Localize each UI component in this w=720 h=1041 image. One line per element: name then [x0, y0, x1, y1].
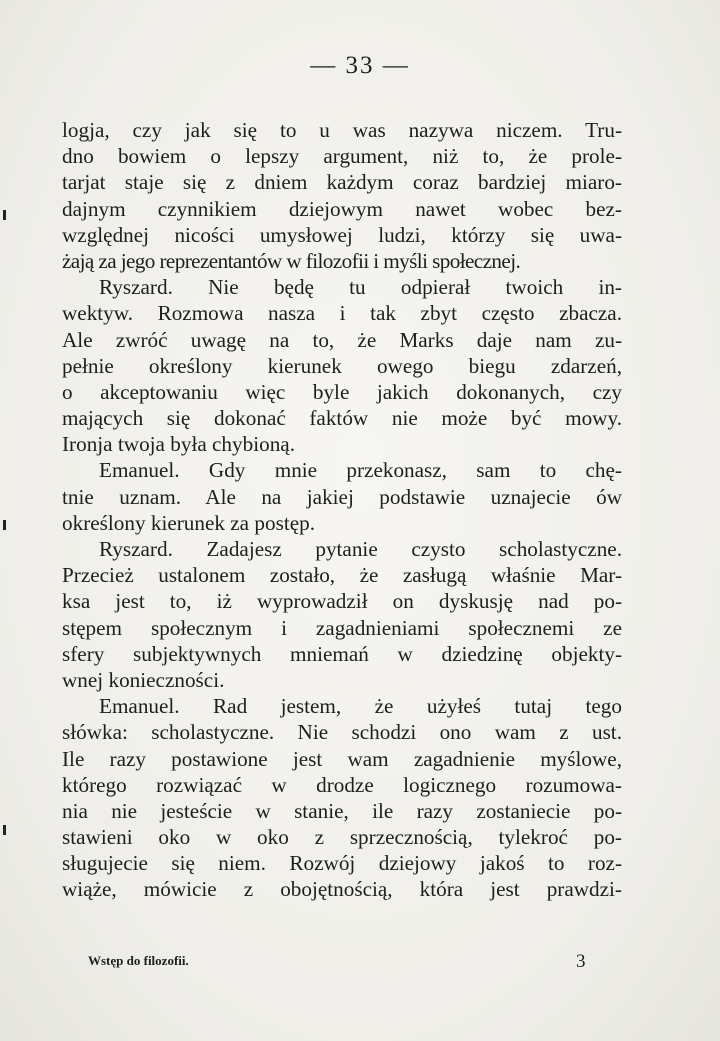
- scan-edge-mark: [3, 825, 6, 835]
- text-line: wiąże, mówicie z obojętnością, która jest prawdzi-: [62, 877, 622, 902]
- speaker-line: Ryszard. Nie będę tu odpierał twoich in-: [99, 275, 622, 300]
- page-footer: [0, 951, 720, 975]
- text-line: stawieni oko w oko z sprzecznością, tylekroć po-: [62, 825, 622, 850]
- text-line: ksa jest to, iż wyprowadził on dyskusję nad po-: [62, 589, 622, 614]
- text-line: dno bowiem o lepszy argument, niż to, że prole-: [62, 144, 622, 169]
- body-text: [62, 117, 622, 903]
- text-line: nia nie jesteście w stanie, ile razy zostaniecie po-: [62, 798, 622, 823]
- text-line: wektyw. Rozmowa nasza i tak zbyt często zbacza.: [62, 301, 622, 326]
- text-line: którego rozwiązać w drodze logicznego rozumowa-: [62, 772, 622, 797]
- text-line: Ironja twoja była chybioną.: [62, 432, 295, 457]
- text-line: Ale zwróć uwagę na to, że Marks daje nam zu-: [62, 327, 622, 352]
- scan-edge-mark: [3, 520, 6, 530]
- text-line: logja, czy jak się to u was nazywa niczem. Tru-: [62, 118, 622, 142]
- text-line: Przecież ustalonem zostało, że zasługą właśnie Mar-: [62, 563, 622, 588]
- text-line: tarjat staje się z dniem każdym coraz bardziej miaro-: [62, 170, 622, 195]
- text-line: określony kierunek za postęp.: [62, 510, 315, 535]
- speaker-line: Emanuel. Rad jestem, że użyłeś tutaj tego: [99, 694, 622, 719]
- text-line: sfery subjektywnych mniemań w dziedzinę objekty-: [62, 641, 622, 666]
- speaker-line: Emanuel. Gdy mnie przekonasz, sam to chę-: [99, 458, 622, 483]
- scan-edge-mark: [3, 210, 6, 220]
- text-line: słówka: scholastyczne. Nie schodzi ono wam z ust.: [62, 720, 622, 745]
- text-line: Ile razy postawione jest wam zagadnienie myślowe,: [62, 746, 622, 771]
- footer-book-title: Wstęp do filozofii.: [88, 953, 189, 968]
- text-line: o akceptowaniu więc byle jakich dokonanych, czy: [62, 379, 622, 404]
- text-line: żają za jego reprezentantów w filozofii i myśli społecznej.: [62, 248, 521, 273]
- text-line: dajnym czynnikiem dziejowym nawet wobec bez-: [62, 196, 622, 221]
- text-line: wnej konieczności.: [62, 667, 225, 692]
- text-line: pełnie określony kierunek owego biegu zdarzeń,: [62, 353, 622, 378]
- signature-mark: 3: [576, 951, 586, 972]
- text-line: tnie uznam. Ale na jakiej podstawie uznajecie ów: [62, 484, 622, 509]
- text-line: mających się dokonać faktów nie może być mowy.: [62, 406, 622, 431]
- text-line: względnej nicości umysłowej ludzi, którzy się uwa-: [62, 222, 622, 247]
- text-line: stępem społecznym i zagadnieniami społecznemi ze: [62, 615, 622, 640]
- page-number: — 33 —: [310, 52, 410, 79]
- speaker-line: Ryszard. Zadajesz pytanie czysto scholastyczne.: [99, 537, 622, 561]
- text-line: sługujecie się niem. Rozwój dziejowy jakoś to roz-: [62, 851, 622, 876]
